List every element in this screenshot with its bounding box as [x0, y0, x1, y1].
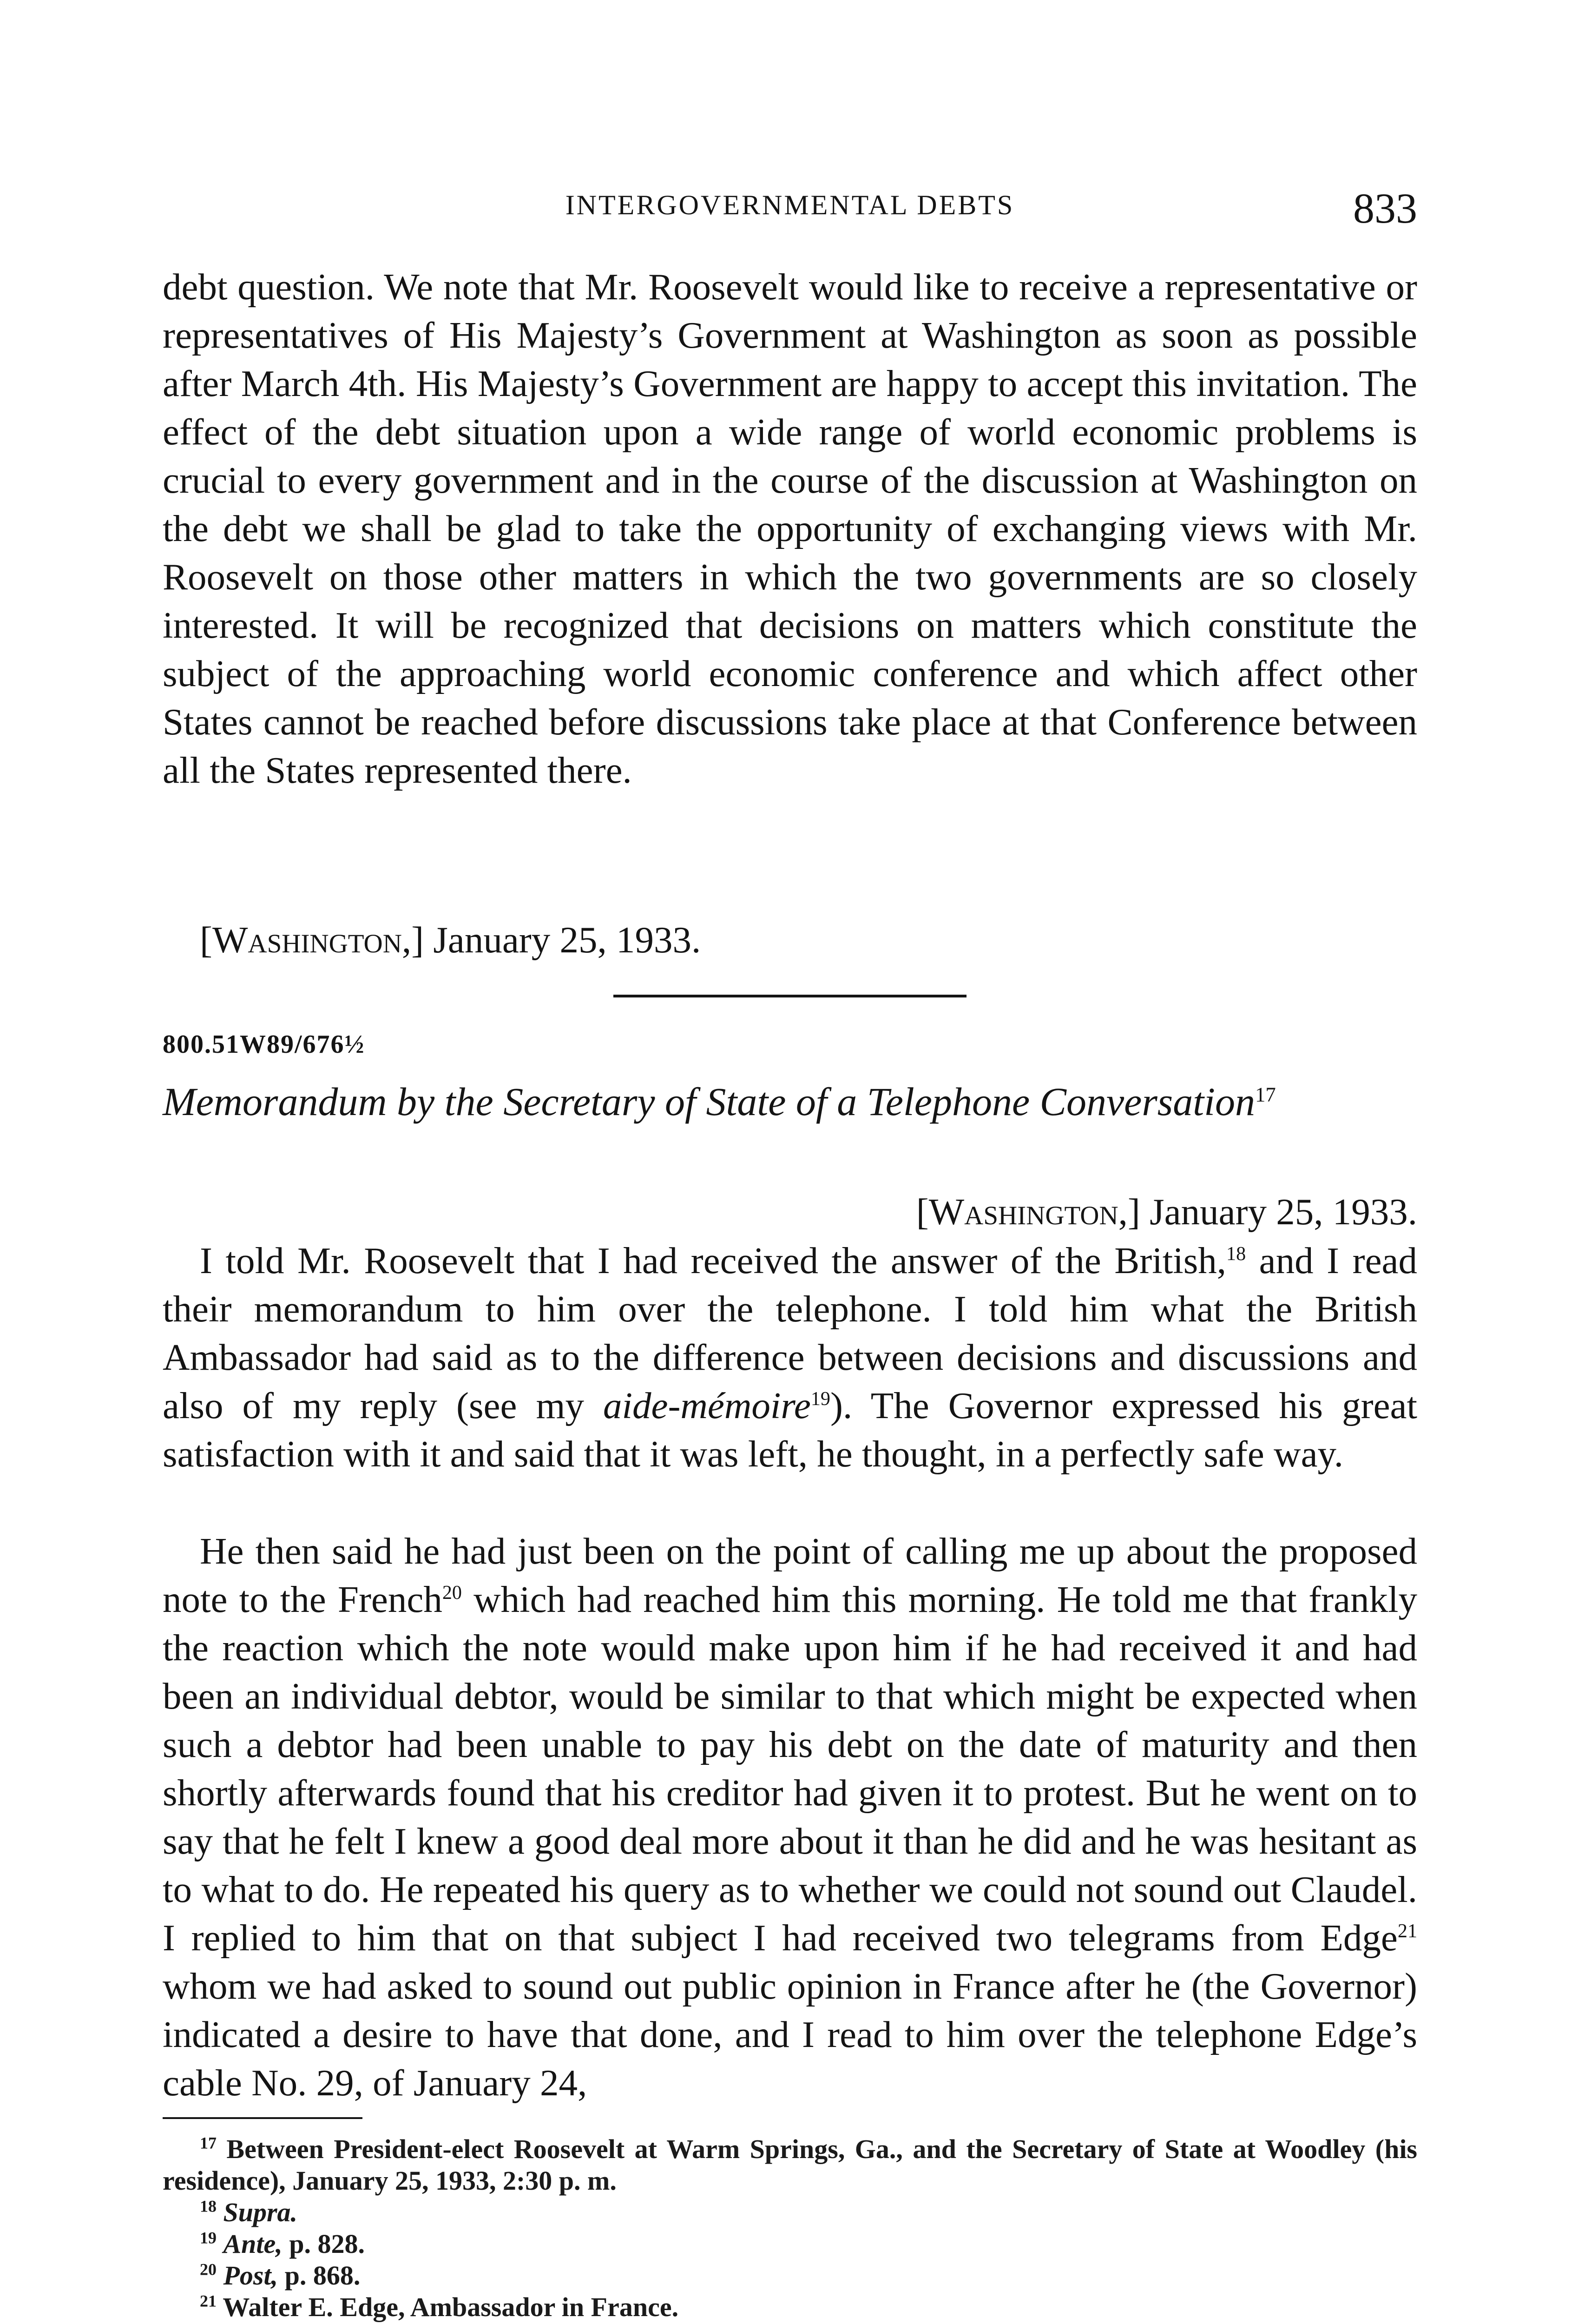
running-title: INTERGOVERNMENTAL DEBTS — [565, 190, 1015, 220]
footnote-text: p. 828. — [282, 2229, 365, 2259]
footnote-mark: 18 — [200, 2197, 217, 2216]
document-dateline-place: [Washington,] — [916, 1191, 1140, 1233]
document-title-text: Memorandum by the Secretary of State of a Telephone Conversation — [163, 1079, 1256, 1124]
footnote-mark: 21 — [200, 2291, 217, 2311]
page-number: 833 — [1353, 185, 1417, 232]
footnote-divider — [163, 2117, 362, 2119]
paragraph-2-text-c: whom we had asked to sound out public opinion in France after he (the Governor) indicated a desire to have that done, and I read to him over the telephone Edge’s cable No. 29, of January 24, — [163, 1965, 1417, 2104]
paragraph-1-text-a: I told Mr. Roosevelt that I had received the answer of the British, — [200, 1240, 1227, 1281]
footnote-text-italic: Post, — [223, 2260, 278, 2291]
footnote-17 — [163, 2133, 1417, 2197]
footnote-ref-21: 21 — [1397, 1920, 1417, 1942]
footnote-text: Supra. — [223, 2197, 298, 2227]
footnote-mark: 19 — [200, 2228, 217, 2247]
footnote-18 — [163, 2197, 1417, 2228]
dateline-1 — [163, 916, 1417, 964]
paragraph-2-text-a: He then said he had just been on the point of calling me up about the proposed note to the French — [163, 1530, 1417, 1620]
paragraph-2 — [163, 1527, 1417, 2107]
footnotes — [163, 2133, 1417, 2323]
footnote-21 — [163, 2291, 1417, 2323]
file-number: 800.51W89/676½ — [163, 1030, 365, 1059]
continued-paragraph: debt question. We note that Mr. Roosevelt would like to receive a representative or representatives of His Majesty’s Government at Washington as soon as possible after March 4th. His Majesty’s Government are happy to accept this invitation. The effect of the debt situation upon a wide range of world economic problems is crucial to every government and in the course of the discussion at Washington on the debt we shall be glad to take the opportunity of exchanging views with Mr. Roosevelt on those other matters in which the two governments are so closely interested. It will be recognized that decisions on matters which constitute the subject of the approaching world economic conference and which affect other States cannot be reached before discussions take place at that Conference between all the States represented there. — [163, 266, 1417, 791]
paragraph-1 — [163, 1236, 1417, 1478]
footnote-mark: 20 — [200, 2260, 217, 2279]
running-head — [163, 184, 1417, 235]
footnote-19 — [163, 2228, 1417, 2260]
paragraph-2-text-b: which had reached him this morning. He told me that frankly the reaction which the note would make upon him if he had received it and had been an individual debtor, would be similar to that which might be expected when such a debtor had been unable to pay his debt on the date of maturity and then shortly afterwards found that his creditor had given it to protest. But he went on to say that he felt I knew a good deal more about it than he did and he was hesitant as to what to do. He repeated his query as to whether we could not sound out Claudel. I replied to him that on that subject I had received two telegrams from Edge — [163, 1578, 1418, 1959]
aide-memoire-term: aide-mémoire — [603, 1385, 811, 1426]
footnote-ref-18: 18 — [1226, 1243, 1246, 1265]
document-dateline-date: January 25, 1933. — [1150, 1191, 1417, 1233]
section-divider — [613, 995, 967, 997]
footnote-text: Between President-elect Roosevelt at Warm Springs, Ga., and the Secretary of State at Woodley (his residence), January 25, 1933, 2:30 p. m. — [163, 2134, 1418, 2196]
dateline-1-place: [Washington,] — [200, 919, 424, 961]
footnote-mark: 17 — [200, 2133, 217, 2152]
paragraph-1-text-b: and I read their memorandum to him over the telephone. I told him what the British Ambassador had said as to the difference between decisions and discussions and also of my reply (see my — [163, 1240, 1417, 1426]
document-title — [163, 1076, 1417, 1127]
footnote-text-italic: Ante, — [223, 2229, 283, 2259]
footnote-text: Walter E. Edge, Ambassador in France. — [223, 2292, 679, 2322]
document-dateline — [163, 1188, 1417, 1236]
footnote-20 — [163, 2260, 1417, 2291]
footnote-ref-20: 20 — [442, 1582, 462, 1604]
footnote-text: p. 868. — [278, 2260, 361, 2291]
footnote-ref-19: 19 — [810, 1388, 830, 1410]
title-footnote-ref: 17 — [1255, 1083, 1276, 1106]
paragraph-1-text-c: ). The Governor expressed his great satisfaction with it and said that it was left, he thought, in a perfectly safe way. — [163, 1385, 1417, 1475]
dateline-1-date: January 25, 1933. — [433, 919, 701, 961]
